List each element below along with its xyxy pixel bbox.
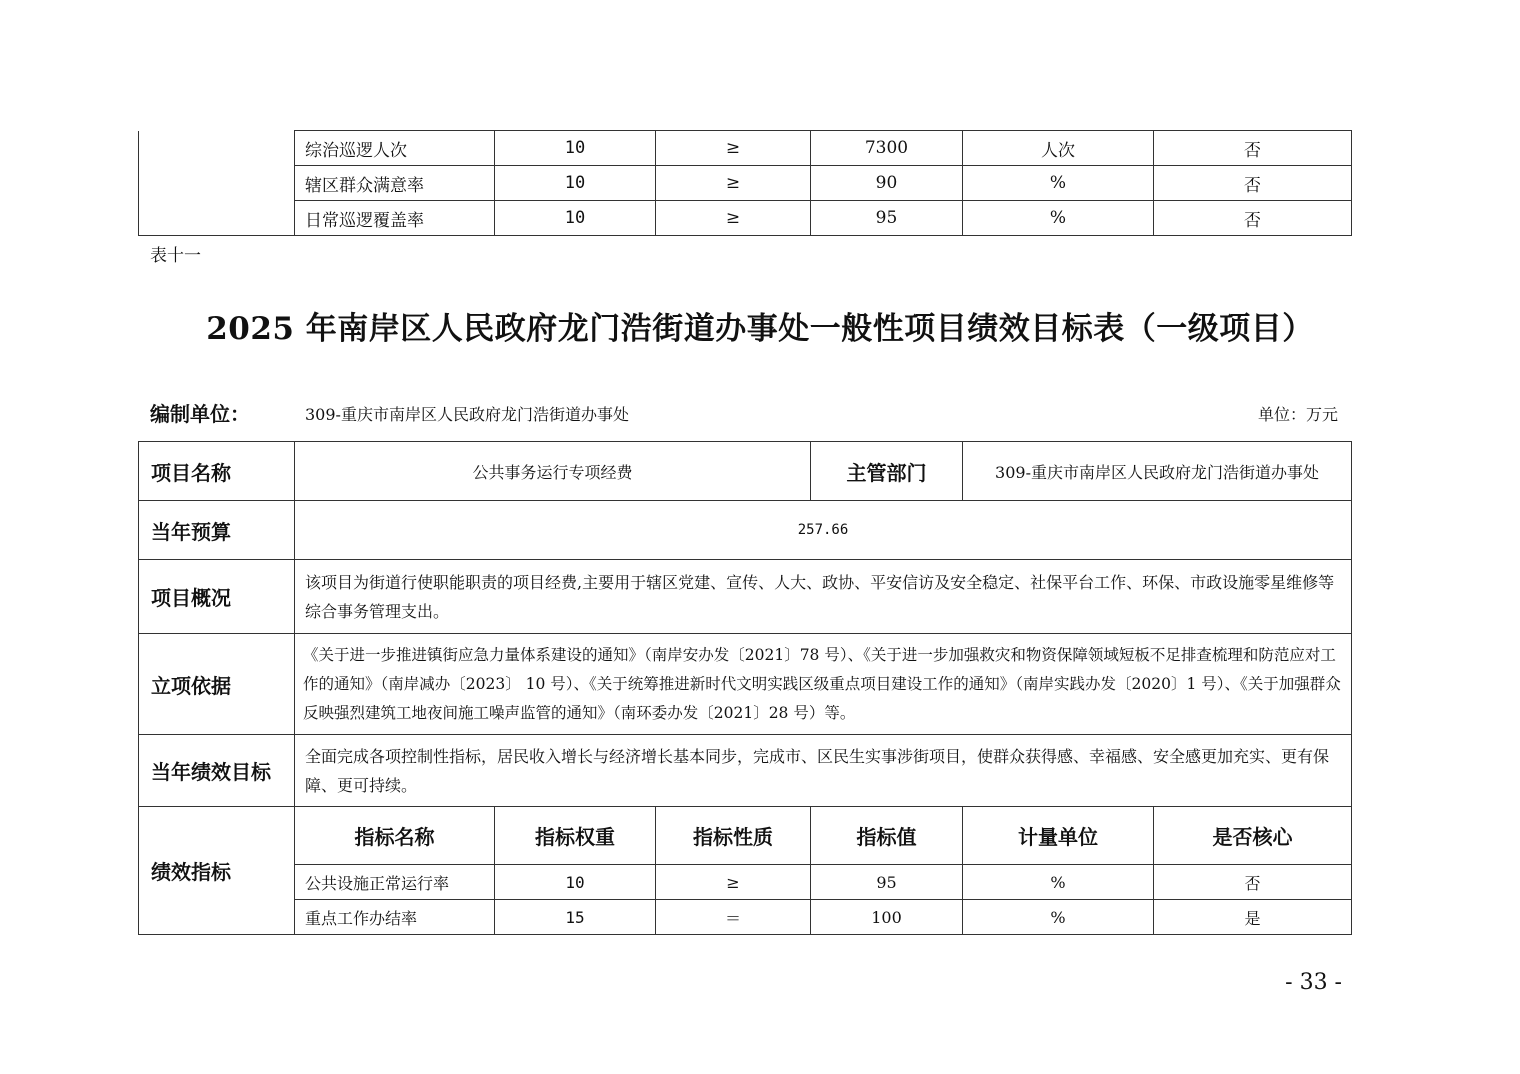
indicator-unit: % [963,201,1154,236]
table-row [139,900,1352,935]
table-row [139,807,1352,865]
merged-label-cell [139,131,295,236]
table-row [139,735,1352,807]
column-header: 指标性质 [656,807,811,865]
indicator-weight: 10 [495,865,656,900]
indicator-core: 否 [1154,865,1352,900]
table-row [139,166,1352,201]
indicator-core: 否 [1154,131,1352,166]
budget-value: 257.66 [295,501,1352,560]
compiling-unit-label: 编制单位： [150,402,250,426]
indicator-nature: ≥ [656,201,811,236]
indicator-unit: % [963,166,1154,201]
department-label: 主管部门 [811,442,963,501]
compiling-unit-value: 309-重庆市南岸区人民政府龙门浩街道办事处 [305,405,629,424]
indicator-unit: % [963,865,1154,900]
currency-unit: 单位：万元 [1257,405,1338,424]
budget-label: 当年预算 [139,501,295,560]
performance-target-table [138,441,1352,935]
indicator-weight: 10 [495,131,656,166]
indicator-name: 日常巡逻覆盖率 [295,201,495,236]
indicator-core: 是 [1154,900,1352,935]
indicator-core: 否 [1154,201,1352,236]
goal-label: 当年绩效目标 [139,735,295,807]
goal-value: 全面完成各项控制性指标，居民收入增长与经济增长基本同步，完成市、区民生实事涉街项目，使群众获得感、幸福感、安全感更加充实、更有保障、更可持续。 [295,735,1352,807]
indicator-nature: ≥ [656,131,811,166]
table-row [139,501,1352,560]
overview-value: 该项目为街道行使职能职责的项目经费,主要用于辖区党建、宣传、人大、政协、平安信访及安全稳定、社保平台工作、环保、市政设施零星维修等综合事务管理支出。 [295,560,1352,634]
indicator-name: 公共设施正常运行率 [295,865,495,900]
column-header: 指标名称 [295,807,495,865]
indicator-core: 否 [1154,166,1352,201]
table-row [139,865,1352,900]
project-name-label: 项目名称 [139,442,295,501]
previous-indicator-table [138,130,1352,236]
indicator-value: 100 [811,900,963,935]
table-row [139,201,1352,236]
indicator-nature: ＝ [656,900,811,935]
indicator-value: 90 [811,166,963,201]
table-row [139,131,1352,166]
indicator-value: 7300 [811,131,963,166]
indicator-name: 综治巡逻人次 [295,131,495,166]
indicator-unit: 人次 [963,131,1154,166]
basis-label: 立项依据 [139,634,295,735]
indicator-value: 95 [811,201,963,236]
department-value: 309-重庆市南岸区人民政府龙门浩街道办事处 [963,442,1352,501]
overview-label: 项目概况 [139,560,295,634]
indicator-name: 重点工作办结率 [295,900,495,935]
indicator-weight: 10 [495,201,656,236]
indicator-label: 绩效指标 [139,807,295,935]
page-number: - 33 - [1285,970,1342,995]
column-header: 指标值 [811,807,963,865]
column-header: 是否核心 [1154,807,1352,865]
indicator-nature: ≥ [656,865,811,900]
table-number-note: 表十一 [150,246,201,266]
table-row [139,560,1352,634]
column-header: 指标权重 [495,807,656,865]
page-title: 2025 年南岸区人民政府龙门浩街道办事处一般性项目绩效目标表（一级项目） [206,311,1314,347]
indicator-weight: 15 [495,900,656,935]
indicator-value: 95 [811,865,963,900]
project-name-value: 公共事务运行专项经费 [295,442,811,501]
basis-value: 《关于进一步推进镇街应急力量体系建设的通知》（南岸安办发〔2021〕78 号）、《关于进一步加强救灾和物资保障领域短板不足排查梳理和防范应对工作的通知》（南岸减办〔2023〕 10 号）、《关于统筹推进新时代文明实践区级重点项目建设工作的通知》（南岸实践办发〔2020〕1 号）、《关于加强群众反映强烈建筑工地夜间施工噪声监管的通知》（南环委办发〔2021〕28 号）等。 [295,634,1352,735]
indicator-nature: ≥ [656,166,811,201]
indicator-weight: 10 [495,166,656,201]
table-row [139,442,1352,501]
indicator-unit: % [963,900,1154,935]
table-row [139,634,1352,735]
column-header: 计量单位 [963,807,1154,865]
indicator-name: 辖区群众满意率 [295,166,495,201]
